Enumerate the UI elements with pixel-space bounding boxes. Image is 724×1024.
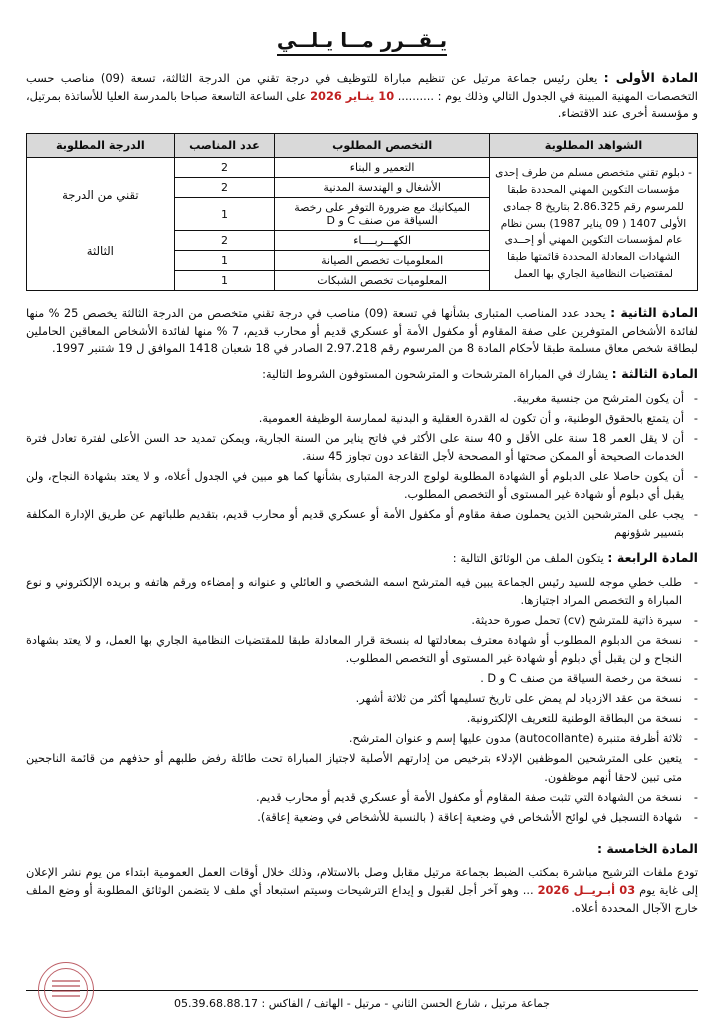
list-item-text: نسخة من عقد الازدياد لم يمض على تاريخ تسليمها أكثر من ثلاثة أشهر. (355, 692, 682, 706)
article-first-date: 10 ينـاير 2026 (310, 88, 395, 103)
article-fourth-heading: المادة الرابعة : (607, 550, 698, 566)
article-fifth (26, 864, 698, 917)
list-item-text: ثلاثة أظرفة متنبرة (autocollante) مدون عليها إسم و عنوان المترشح. (348, 732, 682, 746)
list-item-text: يتعين على المترشحين الموظفين الإدلاء بترخيص من إدارتهم الأصلية لاجتياز المباراة تحت طائلة رفض طلبهم أو حذفهم من قائمة الناجحين متى تبين لاحقا أنهم موظفون. (26, 752, 682, 784)
table-cell-grade (27, 158, 175, 291)
article-fifth-heading: المادة الخامسة : (596, 840, 698, 856)
list-item (26, 809, 698, 827)
table-header-count: عدد المناصب (174, 134, 275, 158)
list-item (26, 670, 698, 688)
list-item-text: أن لا يقل العمر 18 سنة على الأقل و 40 سنة على الأكثر في فاتح يناير من السنة الجارية، ويمكن تمديد حد السن الأعلى لفترة تعادل فترة الخدمات الصحيحة أو الممكن صحتها أو المصححة لأجل التقاعد دون تجاوز 45 سنة. (26, 431, 684, 463)
table-cell-count: 1 (174, 198, 275, 231)
list-item (26, 430, 698, 466)
page-footer (26, 990, 698, 1010)
table-cell-count: 2 (174, 158, 275, 178)
list-item-text: نسخة من رخصة السياقة من صنف C و D . (480, 672, 682, 686)
dash-marker: - (693, 634, 698, 648)
table-cell-count: 1 (174, 271, 275, 291)
table-header-row (27, 134, 698, 158)
article-fifth-text-before: تودع ملفات الترشيح مباشرة بمكتب الضبط بجماعة مرتيل مقابل وصل بالاستلام، وذلك خلال أوقات العمل العمومية ابتداء من يوم نشر الإعلان إلى غاية يوم (26, 865, 698, 898)
table-cell-specialty: المعلوميات تخصص الصيانة (275, 251, 490, 271)
list-item-text: أن يكون المترشح من جنسية مغربية. (513, 391, 684, 405)
article-second (26, 303, 698, 358)
article-third-list (26, 390, 698, 543)
dash-marker: - (693, 672, 698, 686)
list-item (26, 574, 698, 610)
article-first-text-after: على الساعة التاسعة صباحا بالمدرسة العليا للأساتذة بمرتيل، و مؤسسة أخرى عند الاقتضاء. (26, 88, 698, 121)
dash-marker: - (693, 508, 698, 522)
list-item (26, 390, 698, 408)
list-item-text: سيرة ذاتية للمترشح (cv) تحمل صورة حديثة. (471, 614, 682, 627)
specialties-table (26, 133, 698, 291)
official-stamp-icon (38, 962, 94, 1018)
dash-marker: - (693, 411, 698, 425)
list-item (26, 410, 698, 428)
table-cell-specialty: الكهـــربــــاء (275, 231, 490, 251)
article-fourth (26, 548, 698, 568)
dash-marker: - (693, 752, 698, 766)
table-header-certificates: الشواهد المطلوبة (490, 134, 698, 158)
article-third-intro: يشارك في المباراة المترشحات و المترشحون المستوفون الشروط التالية: (262, 367, 609, 382)
table-cell-specialty: الأشغال و الهندسة المدنية (275, 178, 490, 198)
dash-marker: - (693, 469, 698, 483)
dash-marker: - (693, 614, 698, 627)
list-item-text: نسخة من الشهادة التي تثبت صفة المقاوم أو مكفول الأمة أو عسكري قديم أو محارب قديم. (256, 790, 682, 804)
dash-marker: - (693, 790, 698, 804)
dash-marker: - (693, 732, 698, 746)
article-first-text-before: يعلن رئيس جماعة مرتيل عن تنظيم مباراة للتوظيف في درجة تقني من الدرجة الثالثة، تسعة (09) مناصب حسب التخصصات المهنية المبينة في الجدول التالي وذلك يوم : .......... (26, 71, 698, 103)
list-item (26, 506, 698, 542)
dash-marker: - (693, 712, 698, 726)
list-item (26, 690, 698, 708)
list-item (26, 632, 698, 668)
footer-text: جماعة مرتيل ، شارع الحسن الثاني - مرتيل - الهاتف / الفاكس : 05.39.68.88.17 (174, 997, 550, 1010)
article-fifth-text-after: ... وهو آخر أجل لقبول و إيداع الترشيحات وسيتم استبعاد أي ملف لا يتضمن الوثائق المطلوبة أو وضع الملف خارج الآجال المحددة أعلاه. (26, 883, 698, 915)
list-item-text: يجب على المترشحين الذين يحملون صفة مقاوم أو مكفول الأمة أو عسكري قديم أو محارب قديم، بتقديم طلباتهم عن طريق الإدارة المكلفة بتسيير شؤونهم (26, 508, 684, 540)
list-item (26, 710, 698, 728)
article-third (26, 364, 698, 384)
table-cell-specialty: المعلوميات تخصص الشبكات (275, 271, 490, 291)
list-item (26, 468, 698, 504)
article-first (26, 68, 698, 123)
list-item-text: نسخة من الدبلوم المطلوب أو شهادة معترف بمعادلتها له بنسخة قرار المعادلة طبقا للمقتضيات النظامية الجاري بها العمل، و لا يعتد بشهادة النجاح و لن يقبل أي دبلوم أو شهادة غير المستوى أو التخصص المطلوب. (26, 634, 682, 666)
article-fourth-intro: يتكون الملف من الوثائق التالية : (452, 551, 604, 566)
list-item-text: نسخة من البطاقة الوطنية للتعريف الإلكترونية. (466, 712, 682, 726)
table-header-specialty: التخصص المطلوب (275, 134, 490, 158)
list-item-text: شهادة التسجيل في لوائح الأشخاص في وضعية إعاقة ( بالنسبة للأشخاص في وضعية إعاقة). (257, 810, 682, 824)
dash-marker: - (693, 692, 698, 706)
table-header-grade: الدرجة المطلوبة (27, 134, 175, 158)
list-item (26, 789, 698, 807)
grade-line-2: الثالثة (86, 243, 114, 258)
grade-line-1: تقني من الدرجة (62, 188, 139, 203)
list-item (26, 730, 698, 748)
table-cell-count: 2 (174, 231, 275, 251)
article-fifth-date: 03 أبـريــل 2026 (537, 883, 636, 898)
table-cell-specialty: التعمير و البناء (275, 158, 490, 178)
article-second-text: يحدد عدد المناصب المتبارى بشأنها في تسعة (09) مناصب في درجة تقني متخصص من الدرجة الثالثة يخصص 25 % منها لفائدة الأشخاص المتوفرين على صفة المقاوم أو مكفول الأمة أو عسكري قديم أو محارب قديم، 7 % منها لفائدة الأشخاص المعاقين الحاملين لبطاقة شخص معاق مسلمة طبقا لأحكام المادة 8 من المرسوم رقم 2.97.218 الصادر في 18 شعبان 1418 الموافق ل 19 شتنبر 1997. (26, 306, 698, 356)
list-item (26, 750, 698, 786)
table-cell-conditions: - دبلوم تقني متخصص مسلم من طرف إحدى مؤسسات التكوين المهني المحددة طبقا للمرسوم رقم 2.86.325 بتاريخ 8 جمادى الأولى 1407 ( 09 يناير 1987) بسن نظام عام لمؤسسات التكوين المهني أو إحــدى الشهادات المعادلة المحددة قائمتها طبقا لمقتضيات النظامية الجاري بها العمل (490, 158, 698, 291)
dash-marker: - (693, 575, 698, 589)
dash-marker: - (693, 810, 698, 824)
article-fifth-heading-line (26, 839, 698, 859)
article-third-heading: المادة الثالثة : (611, 366, 698, 382)
table-cell-count: 2 (174, 178, 275, 198)
article-second-heading: المادة الثانية : (610, 305, 699, 321)
page-title (26, 28, 698, 52)
stamp-lines (52, 977, 80, 1003)
table-row (27, 158, 698, 178)
dash-marker: - (693, 391, 698, 405)
table-cell-count: 1 (174, 251, 275, 271)
page-title-text: يـقــرر مــا يـلــي (277, 28, 447, 56)
dash-marker: - (693, 431, 698, 445)
table-cell-specialty: الميكانيك مع ضرورة التوفر على رخصة السياقة من صنف C و D (275, 198, 490, 231)
article-fourth-list (26, 574, 698, 827)
article-first-heading: المادة الأولى : (603, 70, 699, 85)
list-item-text: أن يكون حاصلا على الدبلوم أو الشهادة المطلوبة لولوج الدرجة المتبارى بشأنها كما هو مبين في الجدول أعلاه، و لا يعتد بشهادة النجاح، ولن يقبل أي دبلوم أو شهادة غير المستوى أو التخصص المطلوب. (26, 469, 684, 502)
list-item-text: أن يتمتع بالحقوق الوطنية، و أن تكون له القدرة العقلية و البدنية لممارسة الوظيفة العمومية. (258, 411, 684, 425)
list-item-text: طلب خطي موجه للسيد رئيس الجماعة يبين فيه المترشح اسمه الشخصي و العائلي و عنوانه و إمضاءه ورقم هاتفه و بريده الإلكتروني و نوع المباراة و التخصص المراد اجتيازها. (26, 575, 682, 607)
list-item (26, 612, 698, 630)
